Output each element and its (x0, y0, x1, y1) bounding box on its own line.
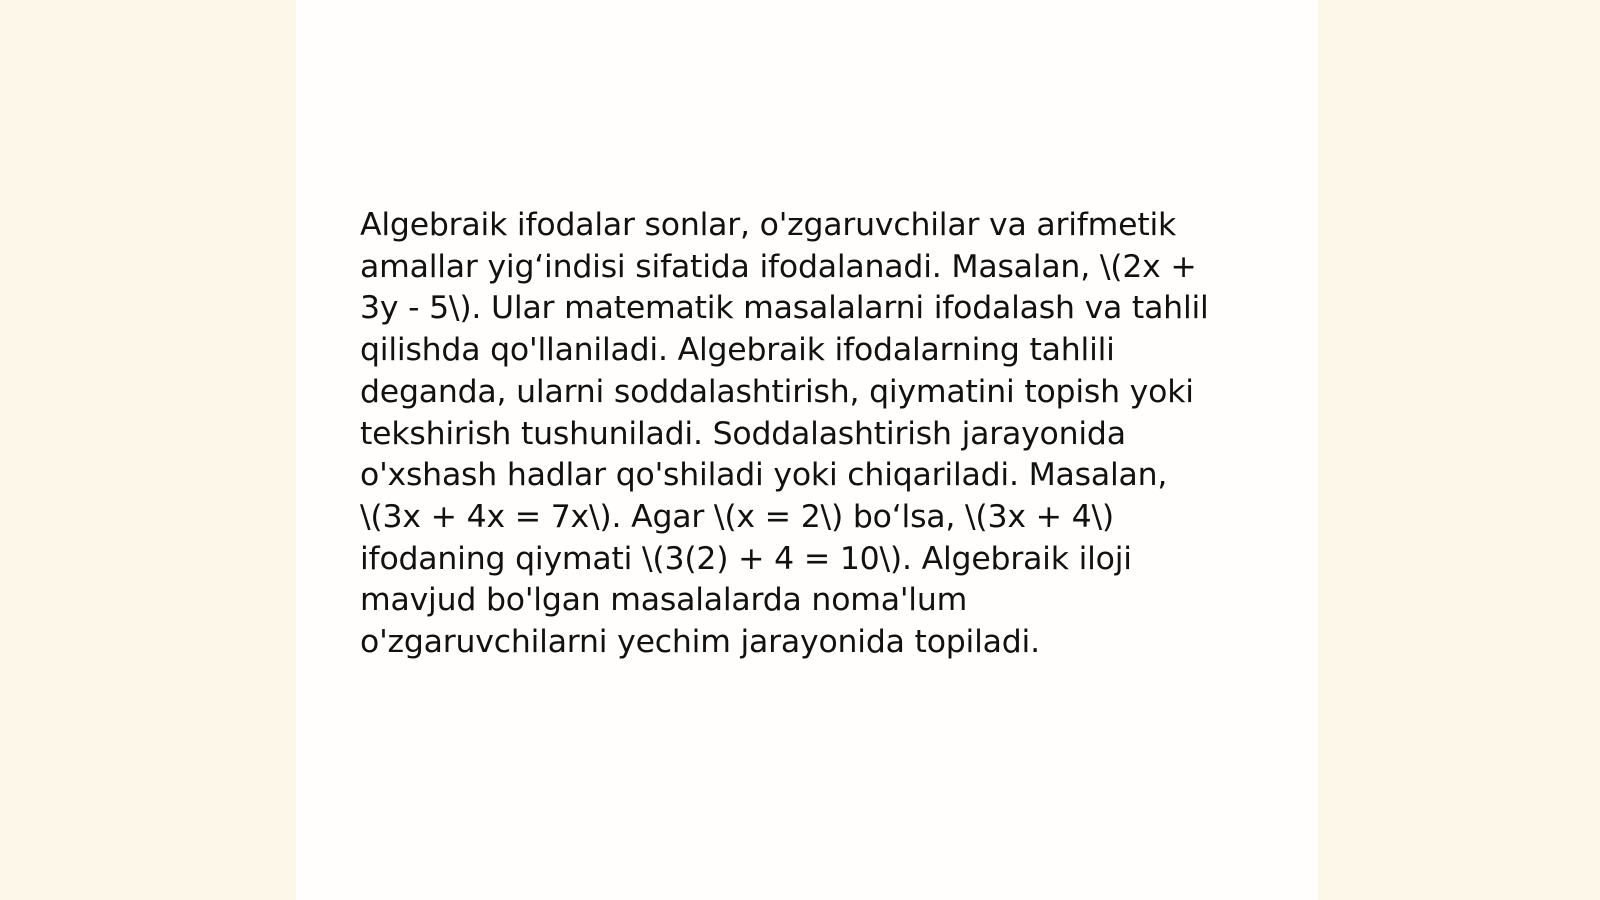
paragraph-line: \(3x + 4x = 7x\). Agar \(x = 2\) bo‘lsa, \(3x + 4\) (360, 498, 1114, 535)
paragraph-line: ifodaning qiymati \(3(2) + 4 = 10\). Algebraik iloji (360, 540, 1132, 577)
paragraph-line: o'zgaruvchilarni yechim jarayonida topiladi. (360, 624, 1040, 661)
paragraph-line: tekshirish tushuniladi. Soddalashtirish jarayonida (360, 415, 1126, 452)
paragraph-line: mavjud bo'lgan masalalarda noma'lum (360, 582, 968, 619)
paragraph-line: deganda, ularni soddalashtirish, qiymatini topish yoki (360, 373, 1194, 410)
slide-page (296, 0, 1318, 900)
paragraph-line: 3y - 5\). Ular matematik masalalarni ifodalash va tahlil (360, 290, 1209, 327)
paragraph-line: o'xshash hadlar qo'shiladi yoki chiqariladi. Masalan, (360, 457, 1168, 494)
paragraph-line: Algebraik ifodalar sonlar, o'zgaruvchilar va arifmetik (360, 207, 1177, 243)
paragraph-text (360, 205, 1260, 664)
paragraph-line: qilishda qo'llaniladi. Algebraik ifodalarning tahlili (360, 332, 1115, 369)
paragraph-line: amallar yig‘indisi sifatida ifodalanadi. Masalan, \(2x + (360, 248, 1197, 285)
